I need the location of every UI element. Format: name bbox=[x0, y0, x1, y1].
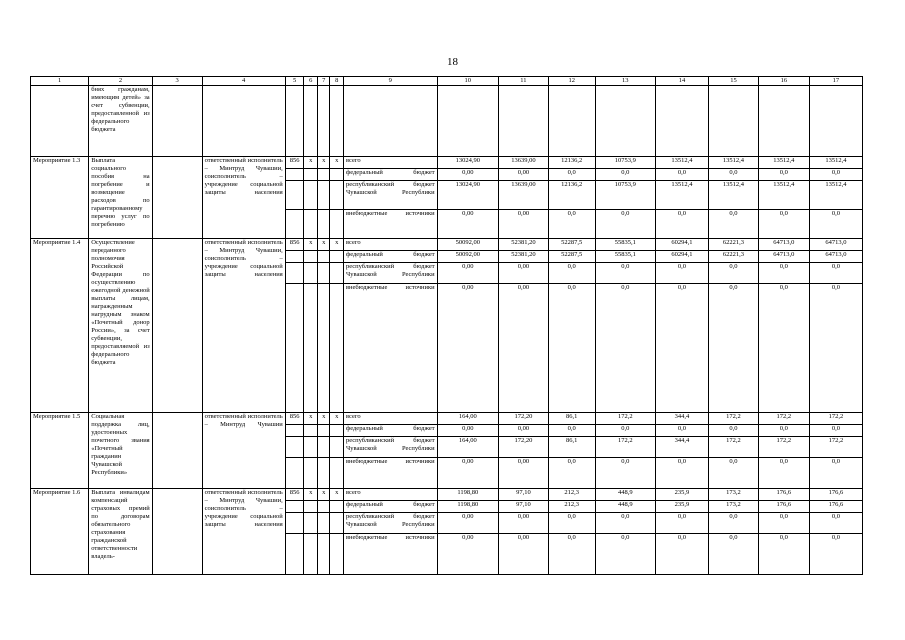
empty-cell bbox=[285, 169, 304, 181]
empty-cell bbox=[285, 181, 304, 210]
value-cell: 0,0 bbox=[655, 425, 708, 437]
empty-cell bbox=[809, 86, 862, 157]
empty-cell bbox=[285, 534, 304, 575]
empty-cell bbox=[318, 210, 330, 239]
empty-cell bbox=[708, 86, 758, 157]
empty-cell bbox=[285, 513, 304, 534]
funding-source: федеральный бюджет bbox=[343, 501, 437, 513]
value-cell: 344,4 bbox=[655, 413, 708, 425]
value-cell: 62221,3 bbox=[708, 239, 758, 251]
empty-cell bbox=[202, 86, 285, 157]
value-cell: 0,0 bbox=[809, 263, 862, 284]
value-cell: 0,00 bbox=[498, 513, 548, 534]
value-cell: 0,0 bbox=[758, 210, 809, 239]
page-number: 18 bbox=[447, 56, 458, 68]
value-cell: 0,00 bbox=[437, 534, 498, 575]
value-cell: 0,00 bbox=[437, 284, 498, 413]
empty-cell bbox=[318, 425, 330, 437]
value-cell: 0,0 bbox=[809, 169, 862, 181]
value-cell: 0,00 bbox=[498, 425, 548, 437]
funding-source: федеральный бюджет bbox=[343, 425, 437, 437]
value-cell: 0,0 bbox=[758, 169, 809, 181]
value-cell: 176,6 bbox=[758, 489, 809, 501]
empty-cell bbox=[548, 86, 595, 157]
column-header: 13 bbox=[595, 77, 655, 86]
value-cell: 0,0 bbox=[655, 284, 708, 413]
code-x: x bbox=[304, 489, 318, 501]
funding-source: республиканский бюджет Чувашской Республики bbox=[343, 263, 437, 284]
value-cell: 0,00 bbox=[498, 169, 548, 181]
code-x: x bbox=[330, 157, 344, 169]
value-cell: 0,0 bbox=[708, 284, 758, 413]
value-cell: 50092,00 bbox=[437, 251, 498, 263]
value-cell: 55835,1 bbox=[595, 251, 655, 263]
empty-cell bbox=[330, 425, 344, 437]
code-x: x bbox=[304, 157, 318, 169]
event-name: Выплата социального пособия на погребение и возмещение расходов по гарантированному перечню услуг по погребению bbox=[89, 157, 152, 239]
empty-cell bbox=[285, 284, 304, 413]
value-cell: 172,2 bbox=[758, 437, 809, 458]
empty-cell bbox=[304, 210, 318, 239]
value-cell: 0,0 bbox=[548, 458, 595, 489]
table-row bbox=[31, 489, 863, 501]
funding-source: всего bbox=[343, 239, 437, 251]
value-cell: 52381,20 bbox=[498, 239, 548, 251]
value-cell: 0,0 bbox=[595, 284, 655, 413]
value-cell: 173,2 bbox=[708, 489, 758, 501]
empty-cell bbox=[285, 437, 304, 458]
empty-cell bbox=[318, 181, 330, 210]
value-cell: 60294,1 bbox=[655, 251, 708, 263]
value-cell: 12136,2 bbox=[548, 157, 595, 169]
column-header: 7 bbox=[318, 77, 330, 86]
value-cell: 97,10 bbox=[498, 501, 548, 513]
code-x: x bbox=[330, 489, 344, 501]
empty-cell bbox=[152, 489, 202, 575]
empty-cell bbox=[304, 284, 318, 413]
value-cell: 0,0 bbox=[708, 169, 758, 181]
value-cell: 50092,00 bbox=[437, 239, 498, 251]
empty-cell bbox=[304, 513, 318, 534]
event-executor: ответственный исполнитель – Минтруд Чувашии, соисполнитель – учреждение социальной защиты населения bbox=[202, 157, 285, 239]
value-cell: 0,0 bbox=[655, 210, 708, 239]
funding-source: федеральный бюджет bbox=[343, 251, 437, 263]
program-table bbox=[30, 76, 863, 575]
value-cell: 164,00 bbox=[437, 437, 498, 458]
value-cell: 12136,2 bbox=[548, 181, 595, 210]
empty-cell bbox=[285, 501, 304, 513]
event-id: Мероприятие 1.3 bbox=[31, 157, 89, 239]
empty-cell bbox=[318, 284, 330, 413]
code-x: x bbox=[318, 489, 330, 501]
value-cell: 0,00 bbox=[498, 284, 548, 413]
empty-cell bbox=[152, 157, 202, 239]
value-cell: 86,1 bbox=[548, 413, 595, 425]
empty-cell bbox=[152, 86, 202, 157]
value-cell: 0,00 bbox=[437, 458, 498, 489]
empty-cell bbox=[758, 86, 809, 157]
value-cell: 172,2 bbox=[595, 413, 655, 425]
value-cell: 1198,80 bbox=[437, 489, 498, 501]
empty-cell bbox=[285, 458, 304, 489]
funding-source: внебюджетные источники bbox=[343, 458, 437, 489]
value-cell: 173,2 bbox=[708, 501, 758, 513]
value-cell: 0,00 bbox=[498, 263, 548, 284]
empty-cell bbox=[330, 86, 344, 157]
empty-cell bbox=[655, 86, 708, 157]
value-cell: 172,2 bbox=[758, 413, 809, 425]
empty-cell bbox=[304, 534, 318, 575]
empty-cell bbox=[330, 284, 344, 413]
value-cell: 176,6 bbox=[758, 501, 809, 513]
code-x: x bbox=[304, 413, 318, 425]
empty-cell bbox=[318, 534, 330, 575]
value-cell: 0,00 bbox=[498, 458, 548, 489]
value-cell: 13024,90 bbox=[437, 157, 498, 169]
value-cell: 62221,3 bbox=[708, 251, 758, 263]
value-cell: 176,6 bbox=[809, 501, 862, 513]
value-cell: 0,0 bbox=[708, 425, 758, 437]
event-executor: ответственный исполнитель – Минтруд Чувашии, соисполнитель – учреждение социальной защиты населения bbox=[202, 489, 285, 575]
value-cell: 0,0 bbox=[809, 513, 862, 534]
value-cell: 97,10 bbox=[498, 489, 548, 501]
value-cell: 0,00 bbox=[437, 425, 498, 437]
column-header: 9 bbox=[343, 77, 437, 86]
event-id: Мероприятие 1.6 bbox=[31, 489, 89, 575]
column-header: 10 bbox=[437, 77, 498, 86]
empty-cell bbox=[285, 251, 304, 263]
empty-cell bbox=[318, 251, 330, 263]
value-cell: 0,0 bbox=[758, 513, 809, 534]
value-cell: 52287,5 bbox=[548, 239, 595, 251]
value-cell: 13512,4 bbox=[758, 181, 809, 210]
value-cell: 64713,0 bbox=[809, 251, 862, 263]
value-cell: 13512,4 bbox=[655, 181, 708, 210]
empty-cell bbox=[318, 458, 330, 489]
empty-cell bbox=[595, 86, 655, 157]
empty-cell bbox=[437, 86, 498, 157]
funding-source: федеральный бюджет bbox=[343, 169, 437, 181]
empty-cell bbox=[285, 86, 304, 157]
value-cell: 0,0 bbox=[548, 169, 595, 181]
value-cell: 0,0 bbox=[809, 458, 862, 489]
value-cell: 13512,4 bbox=[809, 157, 862, 169]
funding-source: всего bbox=[343, 489, 437, 501]
value-cell: 0,0 bbox=[595, 534, 655, 575]
event-name: бнях гражданам, имеющим детей» за счет субвенции, предоставленной из федерального бюджета bbox=[89, 86, 152, 157]
value-cell: 0,0 bbox=[548, 284, 595, 413]
empty-cell bbox=[330, 181, 344, 210]
value-cell: 52287,5 bbox=[548, 251, 595, 263]
value-cell: 0,0 bbox=[809, 425, 862, 437]
value-cell: 0,0 bbox=[809, 534, 862, 575]
code-x: x bbox=[318, 239, 330, 251]
value-cell: 176,6 bbox=[809, 489, 862, 501]
value-cell: 0,0 bbox=[809, 284, 862, 413]
value-cell: 60294,1 bbox=[655, 239, 708, 251]
value-cell: 164,00 bbox=[437, 413, 498, 425]
event-id: Мероприятие 1.4 bbox=[31, 239, 89, 413]
value-cell: 172,2 bbox=[809, 437, 862, 458]
value-cell: 172,2 bbox=[708, 437, 758, 458]
column-header: 14 bbox=[655, 77, 708, 86]
funding-source: всего bbox=[343, 157, 437, 169]
value-cell: 13512,4 bbox=[708, 181, 758, 210]
value-cell: 0,0 bbox=[758, 284, 809, 413]
value-cell: 0,0 bbox=[708, 513, 758, 534]
funding-source: внебюджетные источники bbox=[343, 284, 437, 413]
empty-cell bbox=[304, 86, 318, 157]
code-x: x bbox=[318, 157, 330, 169]
value-cell: 13512,4 bbox=[809, 181, 862, 210]
value-cell: 1198,80 bbox=[437, 501, 498, 513]
code-x: x bbox=[330, 413, 344, 425]
value-cell: 0,0 bbox=[655, 263, 708, 284]
budget-code: 856 bbox=[285, 413, 304, 425]
value-cell: 0,0 bbox=[595, 169, 655, 181]
empty-cell bbox=[498, 86, 548, 157]
table-row bbox=[31, 157, 863, 169]
empty-cell bbox=[285, 263, 304, 284]
empty-cell bbox=[330, 263, 344, 284]
empty-cell bbox=[152, 413, 202, 489]
value-cell: 64713,0 bbox=[809, 239, 862, 251]
continuation-row bbox=[31, 86, 863, 157]
value-cell: 13024,90 bbox=[437, 181, 498, 210]
value-cell: 0,0 bbox=[809, 210, 862, 239]
empty-cell bbox=[318, 263, 330, 284]
empty-cell bbox=[304, 169, 318, 181]
value-cell: 64713,0 bbox=[758, 251, 809, 263]
empty-cell bbox=[285, 425, 304, 437]
value-cell: 0,00 bbox=[498, 534, 548, 575]
empty-cell bbox=[330, 210, 344, 239]
value-cell: 235,9 bbox=[655, 489, 708, 501]
value-cell: 0,0 bbox=[655, 513, 708, 534]
value-cell: 0,0 bbox=[655, 534, 708, 575]
code-x: x bbox=[330, 239, 344, 251]
code-x: x bbox=[318, 413, 330, 425]
column-header: 12 bbox=[548, 77, 595, 86]
event-executor: ответственный исполнитель – Минтруд Чувашии bbox=[202, 413, 285, 489]
column-header: 6 bbox=[304, 77, 318, 86]
value-cell: 0,0 bbox=[595, 210, 655, 239]
value-cell: 172,20 bbox=[498, 437, 548, 458]
column-header: 17 bbox=[809, 77, 862, 86]
value-cell: 448,9 bbox=[595, 489, 655, 501]
empty-cell bbox=[343, 86, 437, 157]
value-cell: 10753,9 bbox=[595, 181, 655, 210]
funding-source: республиканский бюджет Чувашской Республики bbox=[343, 437, 437, 458]
column-header: 5 bbox=[285, 77, 304, 86]
event-executor: ответственный исполнитель – Минтруд Чувашии, соисполнитель – учреждение социальной защиты населения bbox=[202, 239, 285, 413]
empty-cell bbox=[330, 169, 344, 181]
value-cell: 172,2 bbox=[708, 413, 758, 425]
empty-cell bbox=[304, 425, 318, 437]
value-cell: 0,0 bbox=[595, 513, 655, 534]
value-cell: 0,0 bbox=[708, 263, 758, 284]
empty-cell bbox=[318, 501, 330, 513]
value-cell: 0,0 bbox=[595, 425, 655, 437]
value-cell: 0,0 bbox=[758, 458, 809, 489]
empty-cell bbox=[330, 534, 344, 575]
value-cell: 0,00 bbox=[437, 263, 498, 284]
budget-code: 856 bbox=[285, 239, 304, 251]
column-header: 1 bbox=[31, 77, 89, 86]
empty-cell bbox=[318, 513, 330, 534]
value-cell: 13639,00 bbox=[498, 181, 548, 210]
value-cell: 13512,4 bbox=[758, 157, 809, 169]
empty-cell bbox=[152, 239, 202, 413]
funding-source: республиканский бюджет Чувашской Республики bbox=[343, 181, 437, 210]
value-cell: 172,2 bbox=[595, 437, 655, 458]
column-header: 3 bbox=[152, 77, 202, 86]
empty-cell bbox=[318, 437, 330, 458]
event-name: Выплата инвалидам компенсаций страховых премий по договорам обязательного страхования гражданской ответственности владель- bbox=[89, 489, 152, 575]
empty-cell bbox=[285, 210, 304, 239]
funding-source: всего bbox=[343, 413, 437, 425]
empty-cell bbox=[330, 513, 344, 534]
table-row bbox=[31, 413, 863, 425]
value-cell: 0,00 bbox=[437, 513, 498, 534]
column-header: 11 bbox=[498, 77, 548, 86]
empty-cell bbox=[318, 86, 330, 157]
empty-cell bbox=[304, 181, 318, 210]
value-cell: 55835,1 bbox=[595, 239, 655, 251]
value-cell: 0,0 bbox=[595, 263, 655, 284]
column-header: 16 bbox=[758, 77, 809, 86]
empty-cell bbox=[330, 251, 344, 263]
empty-cell bbox=[330, 458, 344, 489]
value-cell: 13639,00 bbox=[498, 157, 548, 169]
value-cell: 172,20 bbox=[498, 413, 548, 425]
empty-cell bbox=[330, 501, 344, 513]
value-cell: 0,0 bbox=[708, 458, 758, 489]
value-cell: 0,0 bbox=[708, 210, 758, 239]
value-cell: 52381,20 bbox=[498, 251, 548, 263]
event-name: Социальная поддержка лиц, удостоенных почетного звания «Почетный гражданин Чувашской Республики» bbox=[89, 413, 152, 489]
value-cell: 0,0 bbox=[548, 534, 595, 575]
header-row bbox=[31, 77, 863, 86]
value-cell: 0,0 bbox=[655, 169, 708, 181]
event-id: Мероприятие 1.5 bbox=[31, 413, 89, 489]
column-header: 15 bbox=[708, 77, 758, 86]
code-x: x bbox=[304, 239, 318, 251]
empty-cell bbox=[31, 86, 89, 157]
value-cell: 0,0 bbox=[758, 263, 809, 284]
value-cell: 0,0 bbox=[548, 425, 595, 437]
value-cell: 64713,0 bbox=[758, 239, 809, 251]
value-cell: 0,0 bbox=[708, 534, 758, 575]
value-cell: 0,0 bbox=[595, 458, 655, 489]
table-row bbox=[31, 239, 863, 251]
value-cell: 0,0 bbox=[758, 425, 809, 437]
value-cell: 0,00 bbox=[437, 169, 498, 181]
empty-cell bbox=[304, 437, 318, 458]
value-cell: 0,0 bbox=[548, 210, 595, 239]
value-cell: 172,2 bbox=[809, 413, 862, 425]
column-header: 2 bbox=[89, 77, 152, 86]
empty-cell bbox=[330, 437, 344, 458]
value-cell: 212,3 bbox=[548, 489, 595, 501]
value-cell: 0,0 bbox=[548, 513, 595, 534]
column-header: 4 bbox=[202, 77, 285, 86]
value-cell: 212,3 bbox=[548, 501, 595, 513]
funding-source: республиканский бюджет Чувашской Республики bbox=[343, 513, 437, 534]
empty-cell bbox=[304, 251, 318, 263]
funding-source: внебюджетные источники bbox=[343, 534, 437, 575]
event-name: Осуществление переданного полномочия Российской Федерации по осуществлению ежегодной денежной выплаты лицам, награжденным нагрудным знаком «Почетный донор России», за счет субвенции, предоставляемой из федерального бюджета bbox=[89, 239, 152, 413]
value-cell: 13512,4 bbox=[708, 157, 758, 169]
value-cell: 10753,9 bbox=[595, 157, 655, 169]
funding-source: внебюджетные источники bbox=[343, 210, 437, 239]
empty-cell bbox=[318, 169, 330, 181]
value-cell: 86,1 bbox=[548, 437, 595, 458]
value-cell: 0,0 bbox=[655, 458, 708, 489]
budget-code: 856 bbox=[285, 489, 304, 501]
value-cell: 0,0 bbox=[548, 263, 595, 284]
value-cell: 344,4 bbox=[655, 437, 708, 458]
value-cell: 13512,4 bbox=[655, 157, 708, 169]
empty-cell bbox=[304, 263, 318, 284]
value-cell: 0,00 bbox=[498, 210, 548, 239]
column-header: 8 bbox=[330, 77, 344, 86]
value-cell: 0,0 bbox=[758, 534, 809, 575]
budget-code: 856 bbox=[285, 157, 304, 169]
value-cell: 0,00 bbox=[437, 210, 498, 239]
value-cell: 235,9 bbox=[655, 501, 708, 513]
empty-cell bbox=[304, 501, 318, 513]
value-cell: 448,9 bbox=[595, 501, 655, 513]
empty-cell bbox=[304, 458, 318, 489]
